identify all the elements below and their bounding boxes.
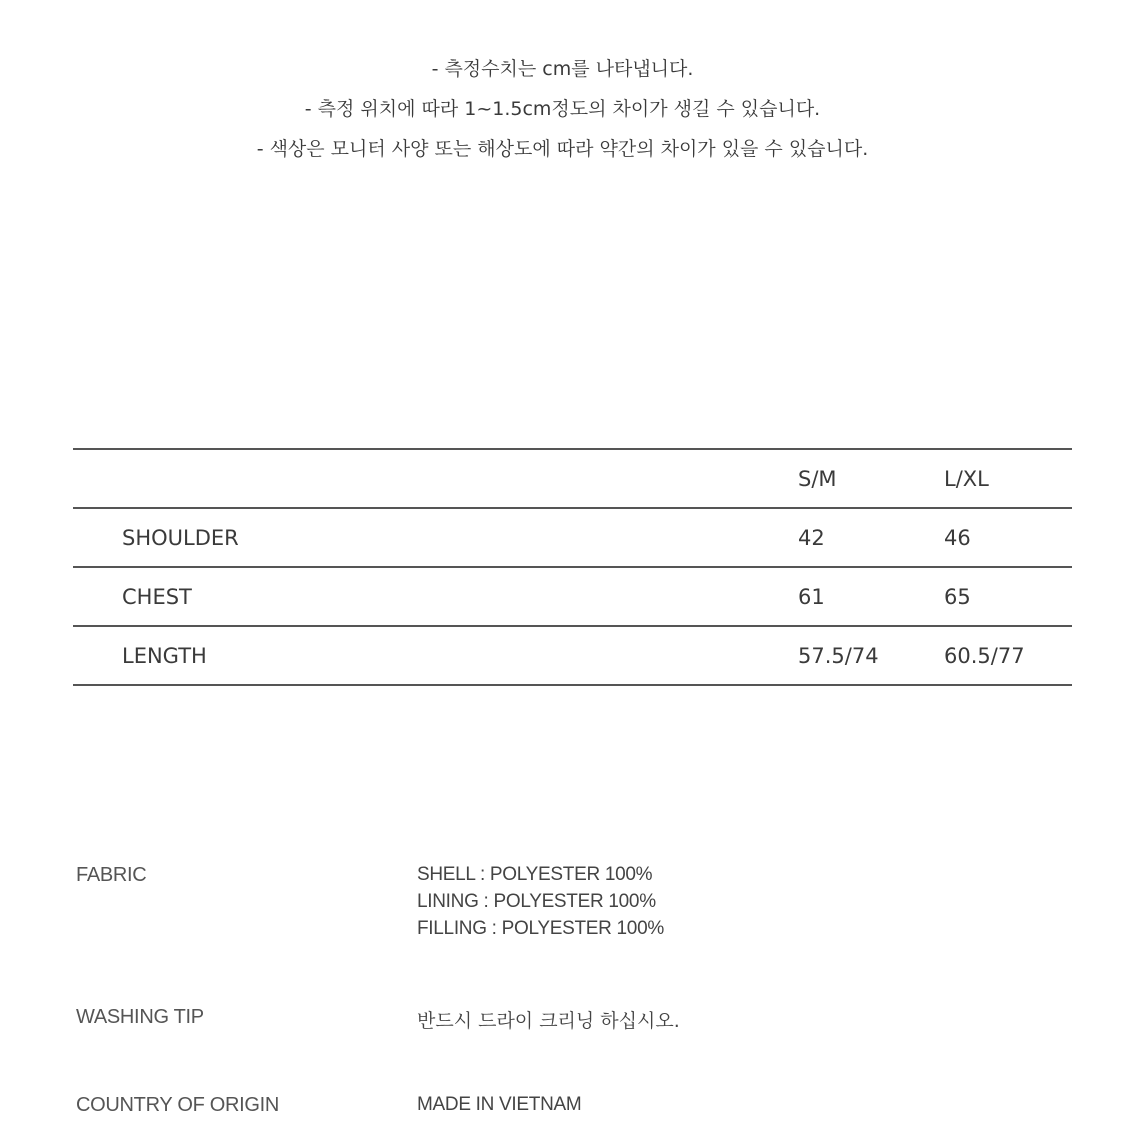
header-lxl: L/XL bbox=[944, 467, 989, 491]
row-label: SHOULDER bbox=[122, 526, 239, 550]
row-lxl-value: 46 bbox=[944, 526, 971, 550]
note-variance: - 측정 위치에 따라 1~1.5cm정도의 차이가 생길 수 있습니다. bbox=[304, 98, 821, 120]
origin-label: COUNTRY OF ORIGIN bbox=[76, 1094, 280, 1116]
origin-value: MADE IN VIETNAM bbox=[417, 1094, 582, 1115]
header-sm: S/M bbox=[798, 467, 837, 491]
size-table-header bbox=[73, 450, 1072, 509]
fabric-filling: FILLING : POLYESTER 100% bbox=[417, 918, 664, 939]
row-label: LENGTH bbox=[122, 644, 207, 668]
row-sm-value: 57.5/74 bbox=[798, 644, 879, 668]
fabric-lining: LINING : POLYESTER 100% bbox=[417, 891, 656, 912]
measurement-notes bbox=[0, 52, 1125, 172]
row-lxl-value: 60.5/77 bbox=[944, 644, 1025, 668]
fabric-label: FABRIC bbox=[76, 864, 147, 886]
fabric-value bbox=[417, 864, 664, 945]
washing-label: WASHING TIP bbox=[76, 1006, 204, 1028]
note-unit: - 측정수치는 cm를 나타냅니다. bbox=[431, 58, 694, 80]
row-sm-value: 42 bbox=[798, 526, 825, 550]
table-row bbox=[73, 568, 1072, 627]
row-label: CHEST bbox=[122, 585, 192, 609]
row-sm-value: 61 bbox=[798, 585, 825, 609]
table-row bbox=[73, 627, 1072, 686]
size-table bbox=[73, 448, 1072, 686]
note-color: - 색상은 모니터 사양 또는 해상도에 따라 약간의 차이가 있을 수 있습니다. bbox=[256, 138, 869, 160]
table-row bbox=[73, 509, 1072, 568]
fabric-shell: SHELL : POLYESTER 100% bbox=[417, 864, 653, 885]
washing-value: 반드시 드라이 크리닝 하십시오. bbox=[417, 1010, 680, 1032]
row-lxl-value: 65 bbox=[944, 585, 971, 609]
